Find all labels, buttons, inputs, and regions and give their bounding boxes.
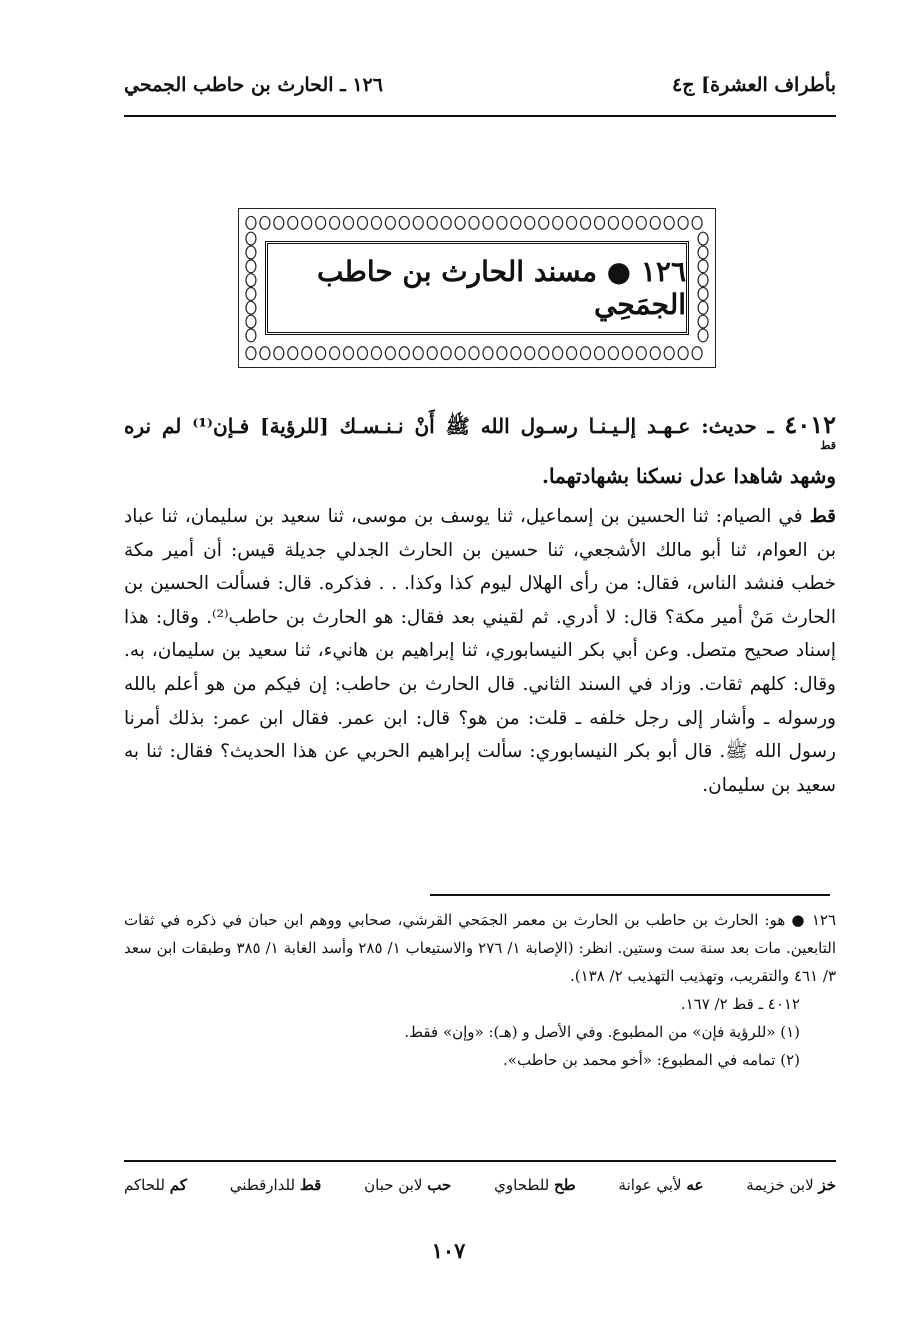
abbreviation-legend bbox=[124, 1176, 836, 1194]
commentary bbox=[124, 500, 836, 802]
footnote-2: (٢) تمامه في المطبوع: «أخو محمد بن حاطب». bbox=[503, 1051, 800, 1069]
running-header bbox=[124, 70, 836, 100]
abbrev-item: حب لابن حبان bbox=[364, 1176, 452, 1194]
header-section-title: ١٢٦ ـ الحارث بن حاطب الجمحي bbox=[124, 74, 383, 96]
commentary-lead: قط bbox=[809, 506, 836, 527]
abbrev-item: عه لأبي عوانة bbox=[618, 1176, 704, 1194]
title-frame bbox=[238, 208, 716, 368]
abbrev-item: طح للطحاوي bbox=[494, 1176, 576, 1194]
abbrev-item: كم للحاكم bbox=[124, 1176, 187, 1194]
abbrev-item: خز لابن خزيمة bbox=[746, 1176, 836, 1194]
abbrev-item: قط للدارقطني bbox=[229, 1176, 322, 1194]
header-book-title: بأطراف العشرة] ج٤ bbox=[672, 74, 836, 96]
hadith-block bbox=[124, 400, 836, 501]
commentary-text: في الصيام: ثنا الحسين بن إسماعيل، ثنا يوسف بن موسى، ثنا سعيد بن سليمان، ثنا عباد بن العوام، ثنا أبو مالك الأشجعي، ثنا حسين بن الحارث الجدلي جديلة قيس: أن أمير مكة خطب فنشد الناس، فقال: من رأى الهلال ليوم كذا وكذا. . . فذكره. قال: فسألت الحسين بن الحارث مَنْ أمير مكة؟ قال: لا أدري. ثم لقيني بعد فقال: هو الحارث بن حاطب⁽²⁾. وقال: هذا إسناد صحيح متصل. وعن أبي بكر النيسابوري، ثنا إبراهيم بن هانيء، ثنا سعيد بن سليمان، به. وقال: كلهم ثقات. وزاد في السند الثاني. قال الحارث بن حاطب: إن فيكم من هو أعلم بالله ورسوله ـ وأشار إلى رجل خلفه ـ قلت: من هو؟ قال: ابن عمر. فقال ابن عمر: بذلك أمرنا رسول الله ﷺ. قال أبو بكر النيسابوري: سألت إبراهيم الحربي عن هذا الحديث؟ فقال: ثنا به سعيد بن سليمان. bbox=[124, 506, 837, 796]
footnote-ref: ٤٠١٢ ـ قط ٢/ ١٦٧. bbox=[680, 995, 800, 1013]
section-title: ١٢٦ ● مسند الحارث بن حاطب الجمَحِي bbox=[317, 255, 686, 321]
hadith-number: ٤٠١٢ bbox=[784, 410, 836, 439]
footnote-rule bbox=[430, 894, 830, 896]
hadith-text: ـ حديث: عـهـد إلـيـنـا رسـول الله ﷺ أَنْ نـنـسـك [للرؤية] فـإن⁽¹⁾ لم نره وشهد شاهدا عدل نسكنا بشهادتهما. bbox=[124, 414, 836, 488]
header-rule bbox=[124, 115, 836, 117]
footnotes bbox=[124, 906, 836, 1074]
bottom-rule bbox=[124, 1160, 836, 1162]
title-box bbox=[265, 241, 689, 335]
source-marker: قط bbox=[820, 439, 836, 452]
page-number: ١٠٧ bbox=[431, 1238, 466, 1263]
footnote-1: (١) «للرؤية فإن» من المطبوع. وفي الأصل و (هـ): «وإن» فقط. bbox=[404, 1023, 800, 1041]
footnote-bio: ١٢٦ ● هو: الحارث بن حاطب بن الحارث بن معمر الجمَحي القرشي، صحابي ووهم ابن حبان في ذكره في ثقات التابعين. مات بعد سنة ست وستين. انظر: (الإصابة ١/ ٢٧٦ والاستيعاب ١/ ٢٨٥ وأسد الغابة ١/ ٣٨٥ وطبقات ابن سعد ٣/ ٤٦١ والتقريب، وتهذيب التهذيب ٢/ ١٣٨). bbox=[124, 911, 836, 985]
